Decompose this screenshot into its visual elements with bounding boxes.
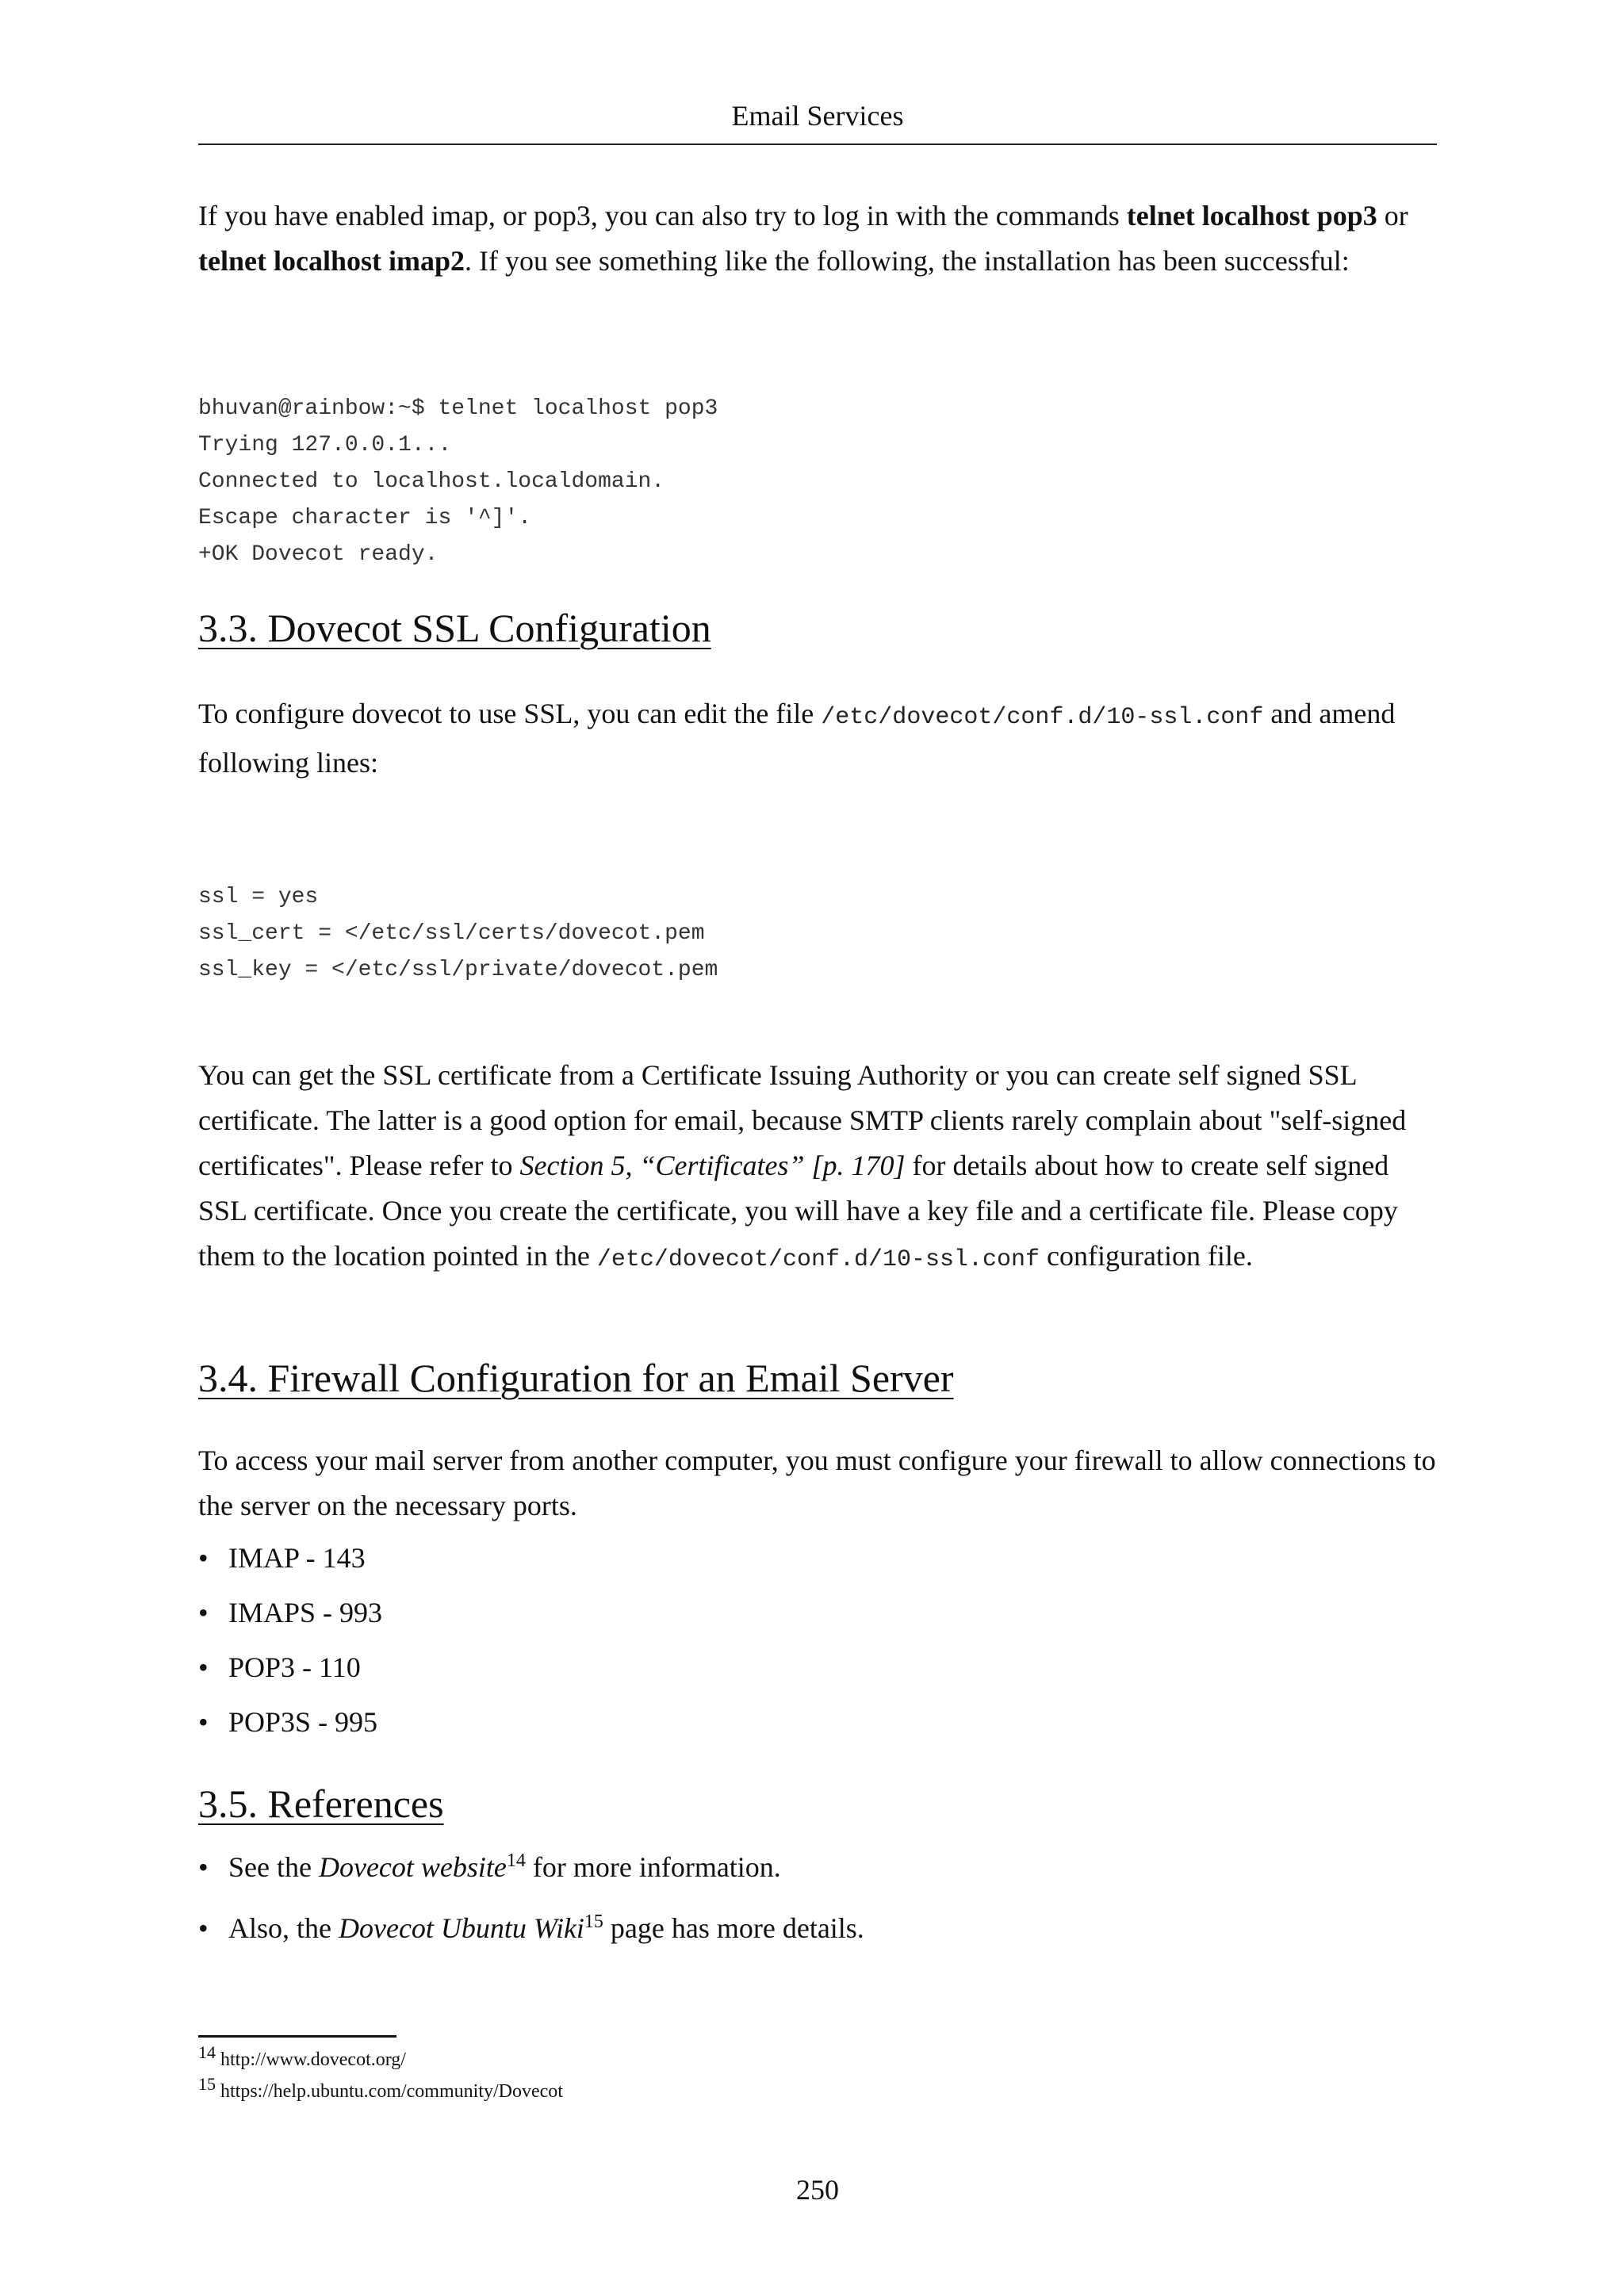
ssl-cert-text-b: for details about how to create self signed SSL certificate. Once you create the certificate, you will have a key file and a certificate file. Please copy them to the location pointed in the — [198, 1150, 1398, 1272]
ssl-cert-text-c: configuration file. — [1040, 1240, 1253, 1272]
footnote-url[interactable]: http://www.dovecot.org/ — [220, 2049, 406, 2070]
ports-list-section — [198, 1531, 1437, 1750]
ssl-intro-paragraph — [198, 691, 1437, 786]
footnote-ref-15[interactable]: 15 — [584, 1911, 603, 1932]
footnote-number: 14 — [198, 2042, 216, 2062]
list-item — [198, 1586, 1437, 1640]
list-item — [198, 1640, 1437, 1695]
firewall-section-heading-wrap — [198, 1354, 1437, 1402]
bullet-icon: • — [198, 1912, 209, 1944]
list-item — [198, 1898, 1437, 1959]
port-label: POP3S - 995 — [228, 1706, 378, 1738]
bullet-icon: • — [198, 1597, 209, 1628]
ssl-code-block: ssl = yes ssl_cert = </etc/ssl/certs/dovecot.pem ssl_key = </etc/ssl/private/dovecot.pem — [198, 885, 718, 982]
running-header: Email Services — [731, 100, 904, 132]
references-section-heading: 3.5. References — [198, 1781, 444, 1826]
list-item — [198, 1837, 1437, 1898]
port-label: POP3 - 110 — [228, 1651, 361, 1683]
bullet-icon: • — [198, 1651, 209, 1683]
ssl-section-heading: 3.3. Dovecot SSL Configuration — [198, 606, 711, 650]
intro-paragraph — [198, 193, 1437, 284]
dovecot-website-link[interactable]: Dovecot website — [318, 1851, 507, 1883]
intro-text-c: . If you see something like the following, the installation has been successful: — [464, 245, 1350, 277]
bullet-icon: • — [198, 1706, 209, 1738]
firewall-intro-section — [198, 1438, 1437, 1529]
intro-command-imap2: telnet localhost imap2 — [198, 245, 465, 277]
ref1-text-a: See the — [228, 1851, 319, 1883]
ssl-cert-section — [198, 1053, 1437, 1283]
references-list-section — [198, 1837, 1437, 1959]
references-list — [198, 1837, 1437, 1959]
certificates-section-link[interactable]: Section 5, “Certificates” [p. 170] — [519, 1150, 906, 1181]
ssl-config-path-2: /etc/dovecot/conf.d/10-ssl.conf — [596, 1246, 1040, 1273]
port-label: IMAP - 143 — [228, 1542, 366, 1574]
ssl-intro-section — [198, 691, 1437, 786]
intro-text-b: or — [1377, 200, 1408, 232]
bullet-icon: • — [198, 1542, 209, 1574]
intro-text-a: If you have enabled imap, or pop3, you can also try to log in with the commands — [198, 200, 1127, 232]
ref1-text-b: for more information. — [525, 1851, 781, 1883]
ssl-cert-text-a: You can get the SSL certificate from a Certificate Issuing Authority or you can create self signed SSL certificate. The latter is a good option for email, because SMTP clients rarely complain about "self-signed certificates". Please refer to — [198, 1059, 1407, 1181]
port-label: IMAPS - 993 — [228, 1597, 383, 1628]
footnote-url[interactable]: https://help.ubuntu.com/community/Dovecot — [220, 2081, 563, 2102]
footnote-number: 15 — [198, 2074, 216, 2094]
ssl-cert-paragraph — [198, 1053, 1437, 1283]
ssl-intro-text-a: To configure dovecot to use SSL, you can edit the file — [198, 698, 822, 729]
telnet-code-block: bhuvan@rainbow:~$ telnet localhost pop3 Trying 127.0.0.1... Connected to localhost.localdomain. Escape character is '^]'. +OK Dovecot ready. — [198, 396, 718, 567]
ref2-text-b: page has more details. — [603, 1912, 864, 1944]
ssl-section-heading-wrap — [198, 604, 1437, 652]
footnote-14 — [198, 2044, 1437, 2076]
header-rule — [198, 144, 1437, 145]
firewall-intro-paragraph: To access your mail server from another computer, you must configure your firewall to allow connections to the server on the necessary ports. — [198, 1445, 1436, 1521]
intro-section — [198, 193, 1437, 284]
intro-command-pop3: telnet localhost pop3 — [1126, 200, 1377, 232]
bullet-icon: • — [198, 1851, 209, 1883]
footnote-rule — [198, 2035, 396, 2038]
ssl-intro-text-b: and amend following lines: — [198, 698, 1396, 779]
footnote-15 — [198, 2076, 1437, 2107]
footnote-ref-14[interactable]: 14 — [506, 1850, 526, 1871]
firewall-section-heading: 3.4. Firewall Configuration for an Email Server — [198, 1356, 954, 1400]
list-item — [198, 1531, 1437, 1586]
references-section-heading-wrap — [198, 1780, 1437, 1827]
telnet-code-section — [198, 391, 1437, 573]
ssl-code-section — [198, 879, 1437, 989]
page-number: 250 — [796, 2174, 839, 2206]
ref2-text-a: Also, the — [228, 1912, 339, 1944]
ssl-config-path: /etc/dovecot/conf.d/10-ssl.conf — [821, 704, 1264, 731]
footnotes — [198, 2044, 1437, 2107]
dovecot-ubuntu-wiki-link[interactable]: Dovecot Ubuntu Wiki — [339, 1912, 584, 1944]
list-item — [198, 1695, 1437, 1750]
ports-list — [198, 1531, 1437, 1750]
